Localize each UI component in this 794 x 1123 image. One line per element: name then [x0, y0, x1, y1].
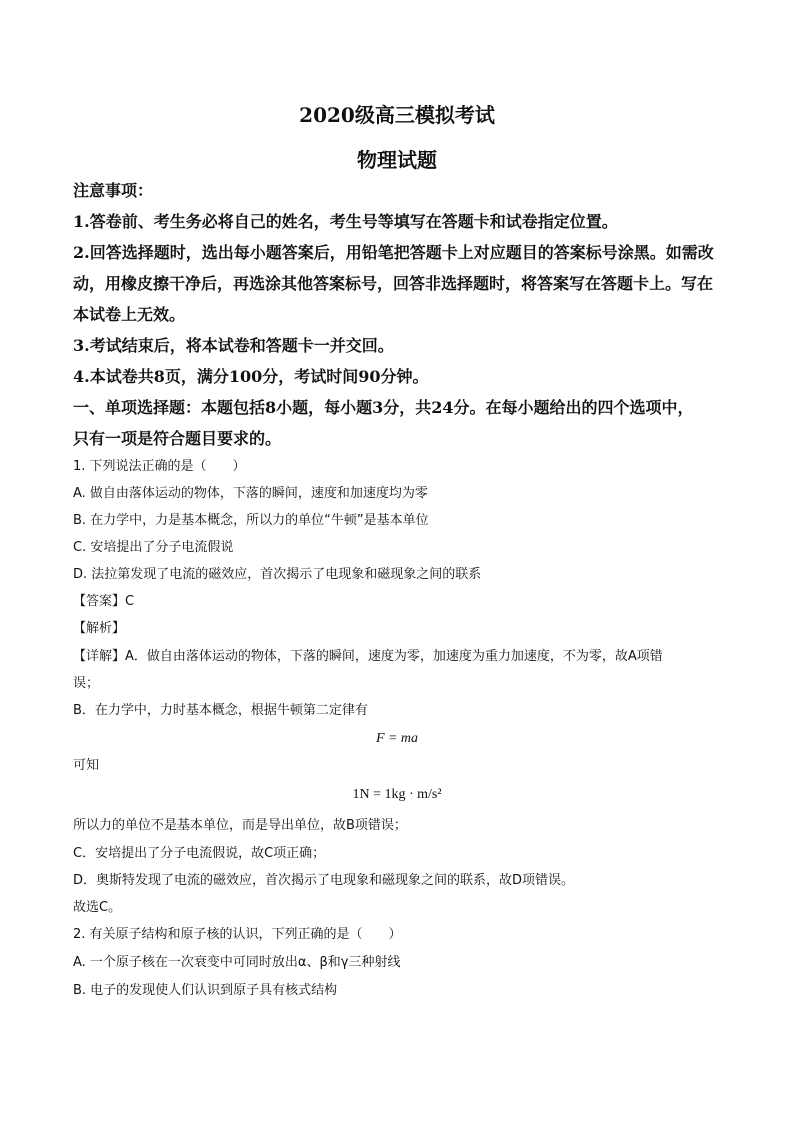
question-2-stem: 2. 有关原子结构和原子核的认识，下列正确的是（ ） — [73, 927, 402, 942]
notice-item-2-line-1: 2.回答选择题时，选出每小题答案后，用铅笔把答题卡上对应题目的答案标号涂黑。如需改 — [73, 243, 714, 262]
question-1-detail-line-2: 误； — [73, 676, 100, 691]
question-1-detail-line-1: 【详解】A．做自由落体运动的物体，下落的瞬间，速度为零，加速度为重力加速度，不为零，故A项错 — [73, 649, 663, 664]
question-1-choice: 故选C。 — [73, 900, 122, 915]
question-2-option-a: A. 一个原子核在一次衰变中可同时放出α、β和γ三种射线 — [73, 955, 401, 970]
question-1-option-c: C. 安培提出了分子电流假说 — [73, 540, 234, 555]
question-1-answer: 【答案】C — [73, 594, 135, 609]
subject-title: 物理试题 — [357, 148, 437, 172]
question-1-analysis-label: 【解析】 — [73, 621, 126, 636]
question-1-option-a: A. 做自由落体运动的物体，下落的瞬间，速度和加速度均为零 — [73, 486, 428, 501]
notice-item-4: 4.本试卷共8页，满分100分，考试时间90分钟。 — [73, 367, 429, 386]
question-2-option-b: B. 电子的发现使人们认识到原子具有核式结构 — [73, 983, 338, 998]
notice-item-2-line-2: 动，用橡皮擦干净后，再选涂其他答案标号，回答非选择题时，将答案写在答题卡上。写在 — [73, 274, 714, 293]
notice-item-3: 3.考试结束后，将本试卷和答题卡一并交回。 — [73, 336, 394, 355]
question-1-option-d: D. 法拉第发现了电流的磁效应，首次揭示了电现象和磁现象之间的联系 — [73, 567, 482, 582]
question-1-stem: 1. 下列说法正确的是（ ） — [73, 459, 246, 474]
formula-newton-second-law: F = ma — [375, 731, 419, 746]
formula-newton-unit: 1N = 1kg · m/s² — [352, 787, 442, 802]
exam-title: 2020级高三模拟考试 — [299, 103, 495, 127]
question-1-c-explanation: C．安培提出了分子电流假说，故C项正确； — [73, 846, 326, 861]
question-1-option-b: B. 在力学中，力是基本概念，所以力的单位“牛顿”是基本单位 — [73, 513, 429, 528]
question-1-keyi: 可知 — [73, 758, 100, 773]
notice-item-1: 1.答卷前、考生务必将自己的姓名，考生号等填写在答题卡和试卷指定位置。 — [73, 212, 618, 231]
notice-heading: 注意事项： — [73, 181, 154, 200]
question-1-b-explanation: B．在力学中，力时基本概念，根据牛顿第二定律有 — [73, 703, 368, 718]
notice-item-2-line-3: 本试卷上无效。 — [73, 305, 186, 324]
section-heading-line-2: 只有一项是符合题目要求的。 — [73, 429, 282, 448]
section-heading-line-1: 一、单项选择题：本题包括8小题，每小题3分，共24分。在每小题给出的四个选项中， — [73, 398, 694, 417]
question-1-d-explanation: D．奥斯特发现了电流的磁效应，首次揭示了电现象和磁现象之间的联系，故D项错误。 — [73, 873, 575, 888]
question-1-b-conclusion: 所以力的单位不是基本单位，而是导出单位，故B项错误； — [73, 818, 407, 833]
